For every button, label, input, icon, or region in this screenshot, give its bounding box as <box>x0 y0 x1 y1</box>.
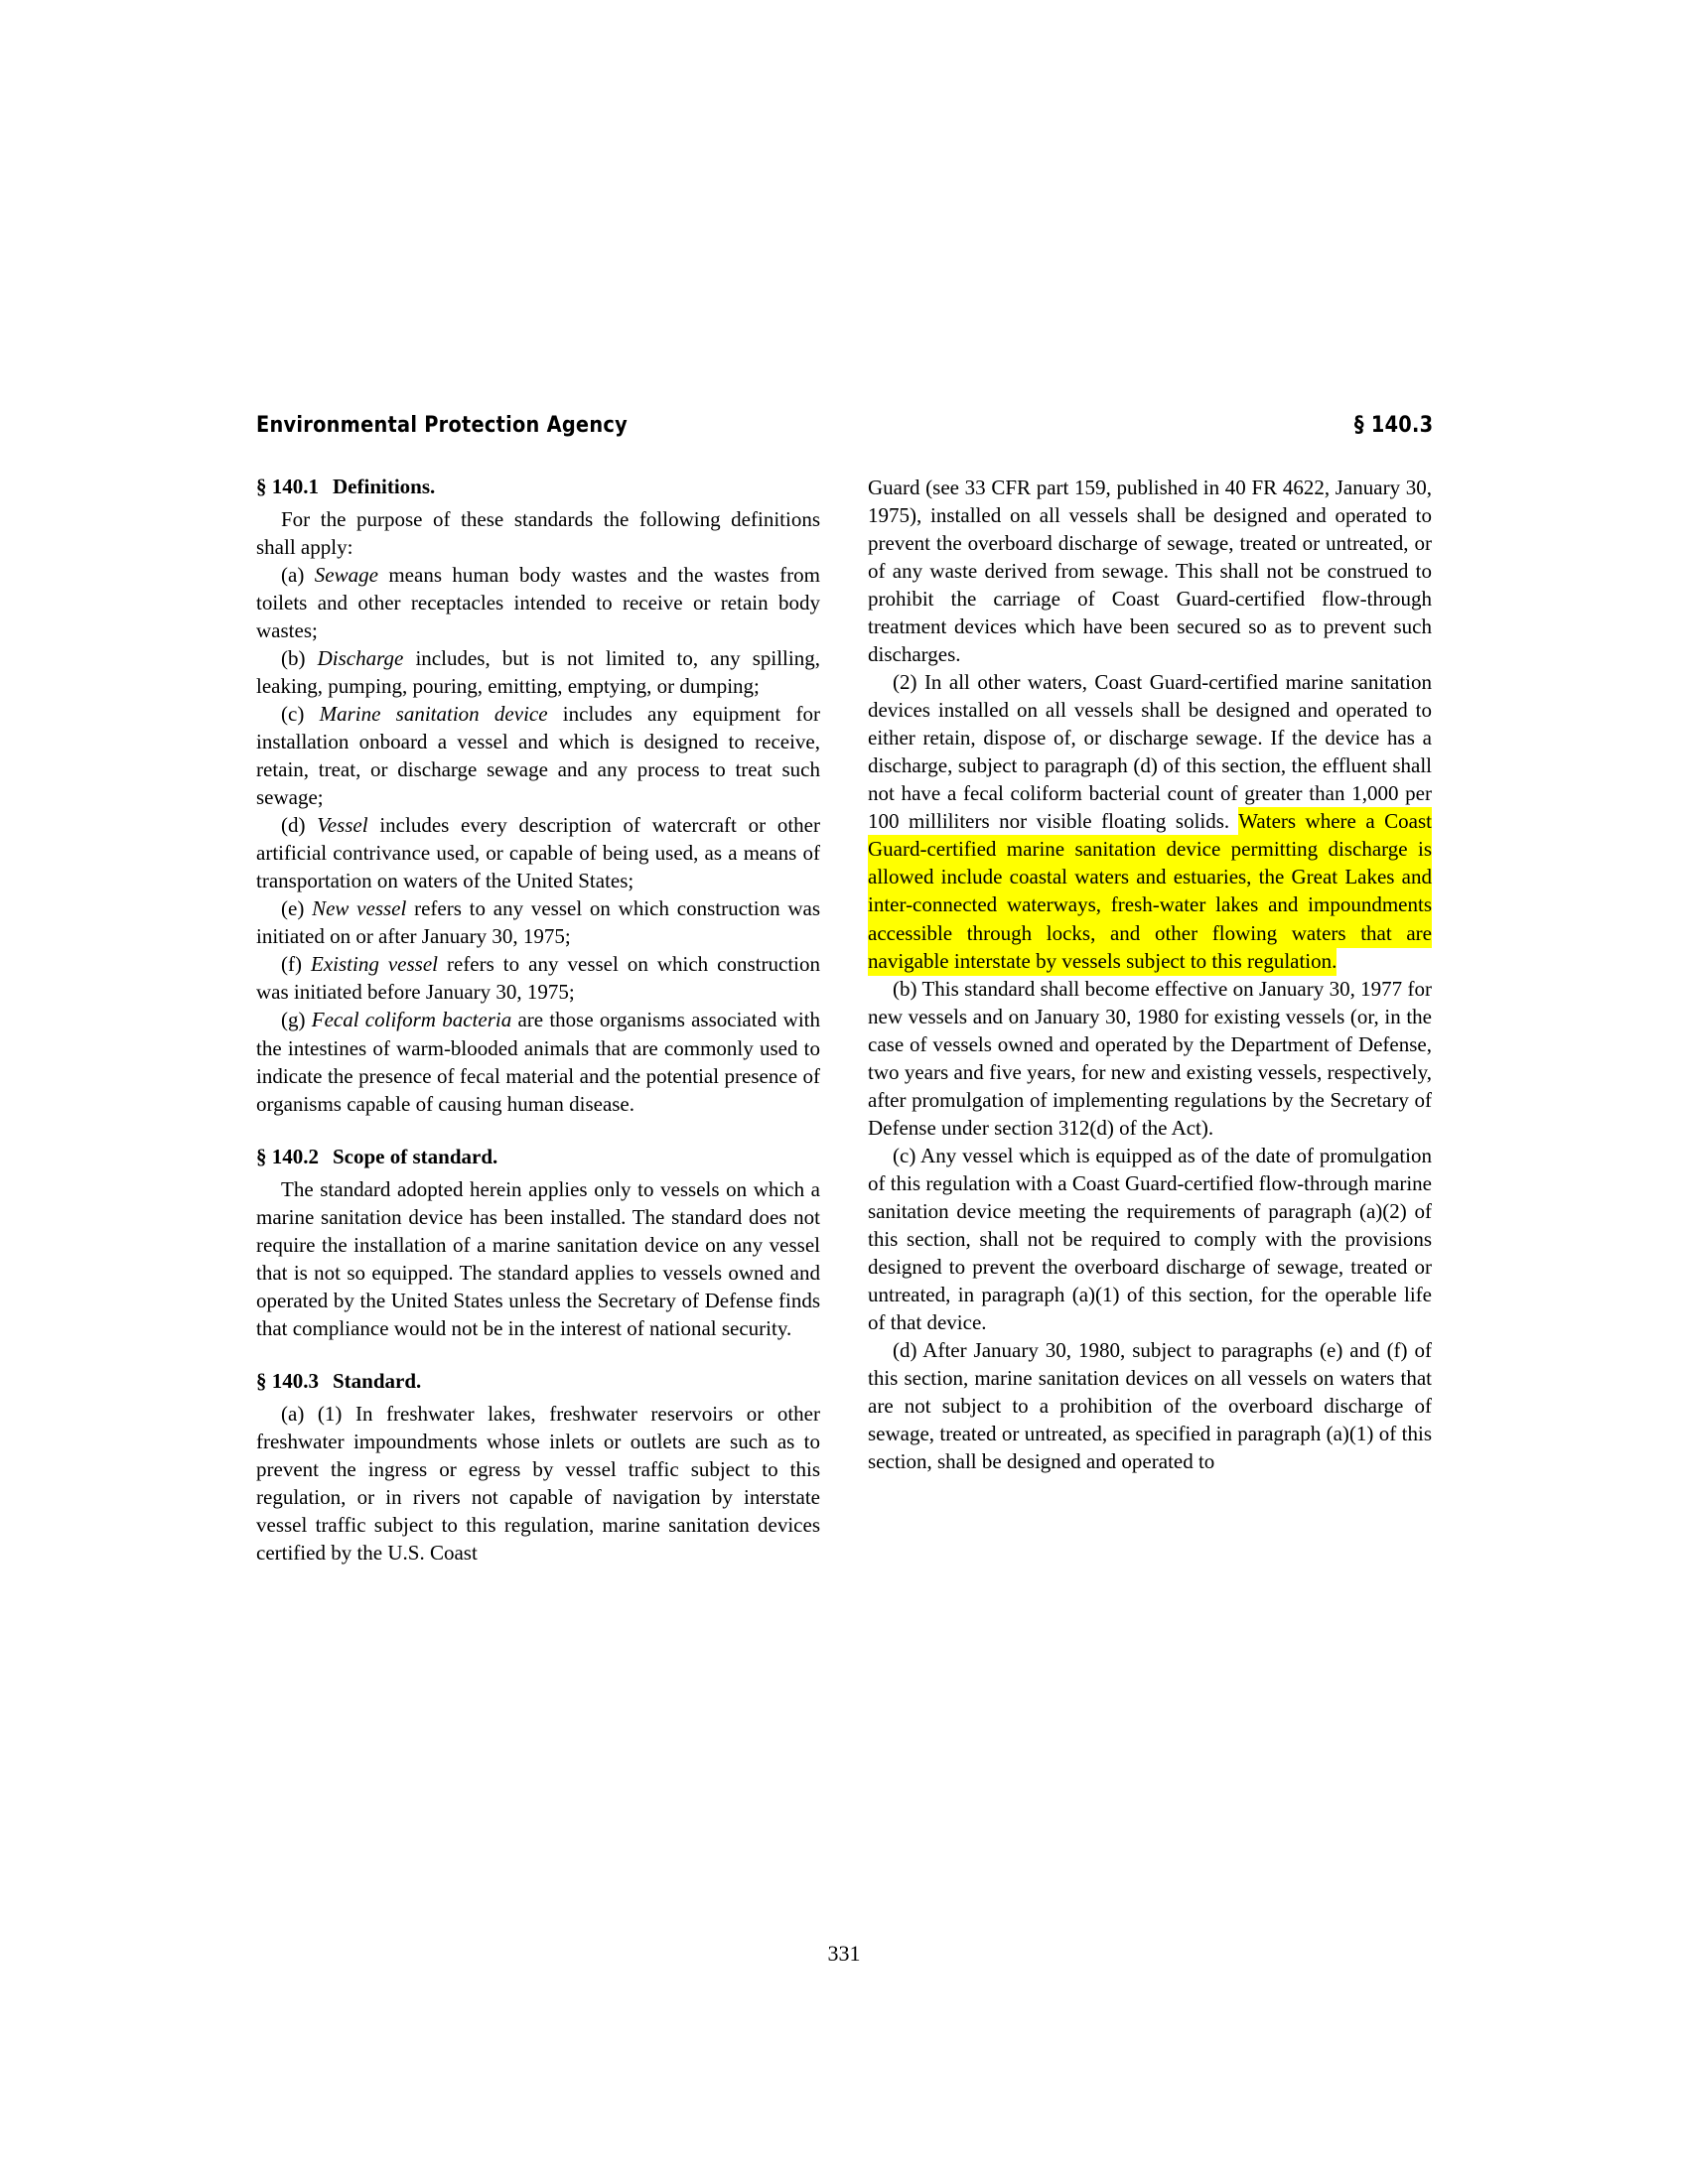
defined-term-vessel: Vessel <box>317 813 368 838</box>
paragraph-a1-continued: Guard (see 33 CFR part 159, published in 40 FR 4622, January 30, 1975), installed on all vessels shall be designed and operated to prevent the overboard discharge of sewage, treated or untreated, or of any waste derived from sewage. This shall not be construed to prohibit the carriage of Coast Guard-certified flow-through treatment devices which have been secured so as to prevent such discharges. <box>868 476 1432 667</box>
paragraph-140-1-e: (e) New vessel refers to any vessel on which construction was initiated on or after January 30, 1975; <box>256 896 821 949</box>
paragraph-140-1-b: (b) Discharge includes, but is not limited to, any spilling, leaking, pumping, pouring, emitting, emptying, or dumping; <box>256 646 820 699</box>
section-title-140-2: Scope of standard. <box>333 1144 498 1168</box>
section-number-140-2: § 140.2 <box>256 1144 319 1168</box>
right-column <box>868 474 1432 1567</box>
section-heading-140-1 <box>256 474 820 501</box>
paragraph-140-1-a: (a) Sewage means human body wastes and the wastes from toilets and other receptacles intended to receive or retain body wastes; <box>256 562 820 643</box>
running-head <box>256 412 1433 438</box>
section-title-140-1: Definitions. <box>333 475 436 498</box>
paragraph-140-1-d: (d) Vessel includes every description of watercraft or other artificial contrivance used, or capable of being used, as a means of transportation on waters of the United States; <box>256 813 820 893</box>
paragraph-a2 <box>868 668 1432 974</box>
paragraph-c: (c) Any vessel which is equipped as of the date of promulgation of this regulation with a Coast Guard-certified flow-through marine sanitation device meeting the requirements of paragraph (a)(2) of this section, shall not be required to comply with the provisions designed to prevent the overboard discharge of sewage, treated or untreated, in paragraph (a)(1) of this section, for the operable life of that device. <box>868 1143 1433 1334</box>
running-head-left: Environmental Protection Agency <box>256 412 628 438</box>
paragraph-140-1-f: (f) Existing vessel refers to any vessel on which construction was initiated before January 30, 1975; <box>256 952 820 1005</box>
left-column <box>256 474 820 1567</box>
defined-term-sewage: Sewage <box>314 562 378 587</box>
paragraph-140-3-a1: (a) (1) In freshwater lakes, freshwater reservoirs or other freshwater impoundments whose inlets or outlets are such as to prevent the ingress or egress by vessel traffic subject to this regulation, or in rivers not capable of navigation by interstate vessel traffic subject to this regulation, marine sanitation devices certified by the U.S. Coast <box>256 1401 820 1565</box>
paragraph-140-1-intro: For the purpose of these standards the following definitions shall apply: <box>256 506 820 559</box>
paragraph-140-1-c: (c) Marine sanitation device includes any equipment for installation onboard a vessel and which is designed to receive, retain, treat, or discharge sewage and any process to treat such sewage; <box>256 702 821 810</box>
section-heading-140-3 <box>256 1368 820 1396</box>
section-title-140-3: Standard. <box>333 1368 422 1393</box>
section-number-140-3: § 140.3 <box>256 1368 319 1393</box>
defined-term-discharge: Discharge <box>317 646 404 671</box>
highlighted-passage: Waters where a Coast Guard-certified marine sanitation device permitting discharge is allowed include coastal waters and estuaries, the Great Lakes and inter-connected waterways, fresh-water lakes and impoundments accessible through locks, and other flowing waters that are navigable interstate by vessels subject to this regulation. <box>868 807 1432 975</box>
defined-term-existing-vessel: Existing vessel <box>311 952 438 977</box>
defined-term-fecal-coliform-bacteria: Fecal coliform bacteria <box>311 1008 512 1032</box>
paragraph-a2-lead-text: (2) In all other waters, Coast Guard-certified marine sanitation devices installed on all vessels shall be designed and operated to either retain, dispose of, or discharge sewage. If the device has a discharge, subject to paragraph (d) of this section, the effluent shall not have a fecal coliform bacterial count of greater than 1,000 per 100 milliliters nor visible floating solids. <box>868 670 1432 834</box>
two-column-body <box>256 474 1433 1567</box>
running-head-right: § 140.3 <box>1353 412 1433 438</box>
defined-term-new-vessel: New vessel <box>312 896 407 921</box>
defined-term-marine-sanitation-device: Marine sanitation device <box>319 702 548 727</box>
paragraph-140-1-g: (g) Fecal coliform bacteria are those organisms associated with the intestines of warm-blooded animals that are commonly used to indicate the presence of fecal material and the potential presence of organisms capable of causing human disease. <box>256 1008 820 1116</box>
section-number-140-1: § 140.1 <box>256 475 319 498</box>
paragraph-140-2-body: The standard adopted herein applies only to vessels on which a marine sanitation device has been installed. The standard does not require the installation of a marine sanitation device on any vessel that is not so equipped. The standard applies to vessels owned and operated by the United States unless the Secretary of Defense finds that compliance would not be in the interest of national security. <box>256 1176 820 1340</box>
page-number: 331 <box>827 1941 861 1966</box>
paragraph-d: (d) After January 30, 1980, subject to paragraphs (e) and (f) of this section, marine sanitation devices on all vessels on waters that are not subject to a prohibition of the overboard discharge of sewage, treated or untreated, as specified in paragraph (a)(1) of this section, shall be designed and operated to <box>868 1337 1432 1474</box>
section-heading-140-2 <box>256 1144 820 1171</box>
paragraph-b: (b) This standard shall become effective on January 30, 1977 for new vessels and on January 30, 1980 for existing vessels (or, in the case of vessels owned and operated by the Department of Defense, two years and five years, for new and existing vessels, respectively, after promulgation of implementing regulations by the Secretary of Defense under section 312(d) of the Act). <box>868 976 1432 1140</box>
page-content <box>256 412 1433 1567</box>
